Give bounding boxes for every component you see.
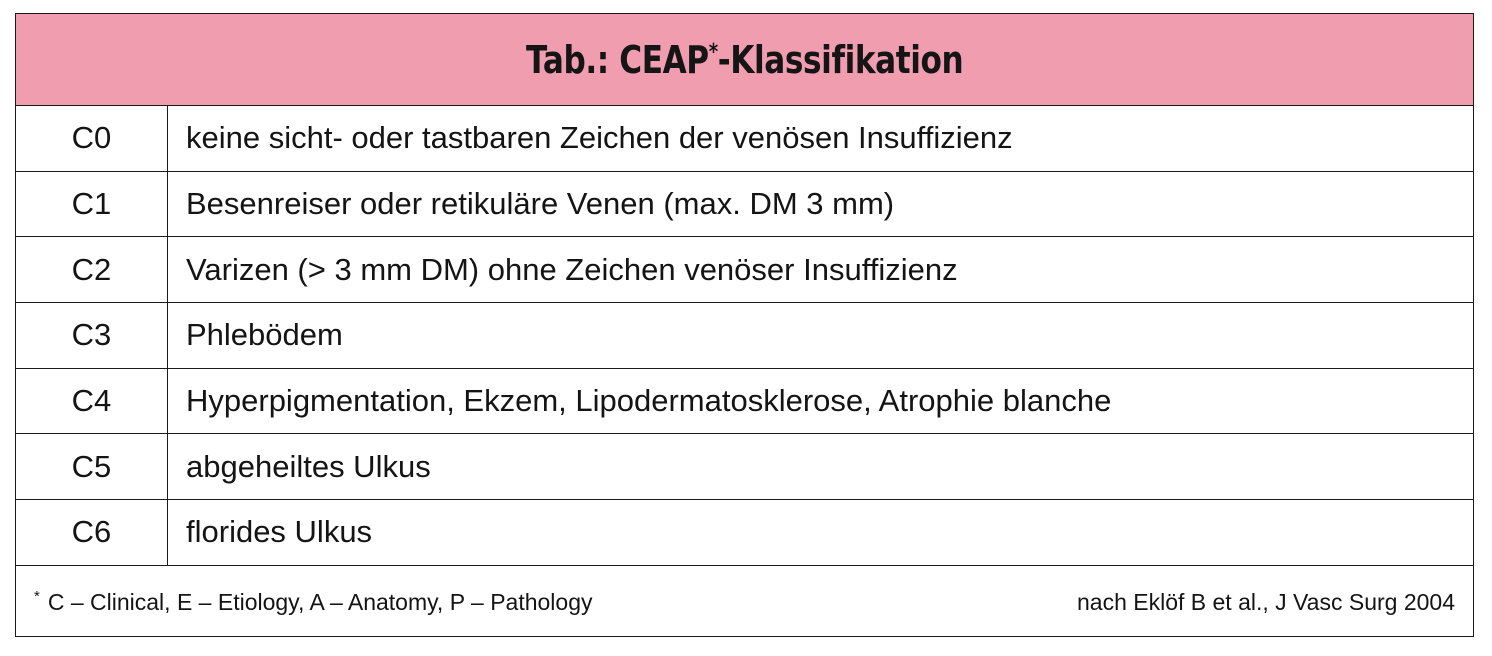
class-code: C5 xyxy=(16,434,168,499)
title-prefix: Tab.: CEAP xyxy=(525,37,709,82)
class-description: Besenreiser oder retikuläre Venen (max. DM 3 mm) xyxy=(186,186,895,222)
title-superscript: * xyxy=(708,39,718,65)
class-description: Varizen (> 3 mm DM) ohne Zeichen venöser Insuffizienz xyxy=(186,251,958,287)
table-row xyxy=(16,303,1473,369)
footnote-marker: * xyxy=(34,588,40,606)
class-description: Hyperpigmentation, Ekzem, Lipodermatosklerose, Atrophie blanche xyxy=(186,383,1112,419)
footnote-text: C – Clinical, E – Etiology, A – Anatomy, P – Pathology xyxy=(47,589,593,616)
table-row xyxy=(16,500,1473,566)
class-code: C4 xyxy=(16,369,168,434)
class-description: abgeheiltes Ulkus xyxy=(186,448,431,484)
class-description: florides Ulkus xyxy=(186,514,373,550)
table-footer xyxy=(16,566,1473,636)
class-code: C6 xyxy=(16,500,168,565)
table-row xyxy=(16,106,1473,172)
class-description: keine sicht- oder tastbaren Zeichen der venösen Insuffizienz xyxy=(186,120,1013,156)
table-title xyxy=(526,38,963,82)
table-row xyxy=(16,172,1473,238)
table-row xyxy=(16,369,1473,435)
table-row xyxy=(16,434,1473,500)
class-code: C1 xyxy=(16,172,168,237)
class-code: C3 xyxy=(16,303,168,368)
table-header xyxy=(16,14,1473,106)
class-code: C0 xyxy=(16,106,168,171)
class-code: C2 xyxy=(16,237,168,302)
footnote xyxy=(34,589,593,616)
class-description: Phlebödem xyxy=(186,317,343,353)
title-suffix: -Klassifikation xyxy=(717,37,964,82)
table-row xyxy=(16,237,1473,303)
ceap-classification-table xyxy=(15,13,1474,637)
source-citation: nach Eklöf B et al., J Vasc Surg 2004 xyxy=(1076,589,1455,616)
